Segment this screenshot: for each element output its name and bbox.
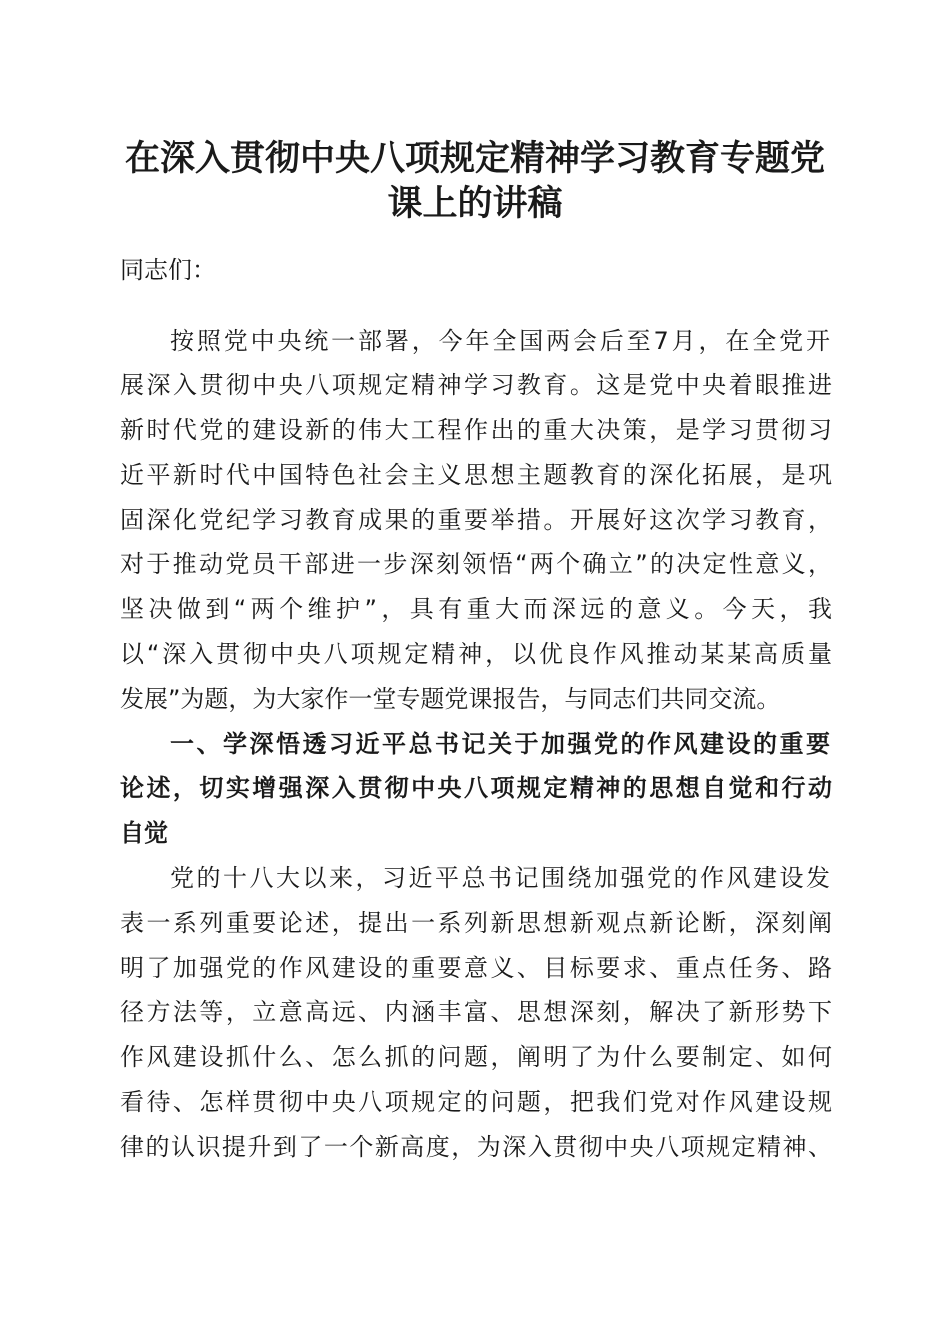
paragraph-1-line: 坚决做到“两个维护”，具有重大而深远的意义。今天，我 — [120, 595, 832, 623]
paragraph-2-line: 党的十八大以来，习近平总书记围绕加强党的作风建设发 — [170, 864, 830, 892]
paragraph-2-line: 表一系列重要论述，提出一系列新思想新观点新论断，深刻阐 — [120, 909, 832, 937]
section-heading-line: 自觉 — [120, 819, 168, 847]
paragraph-2-line: 作风建设抓什么、怎么抓的问题，阐明了为什么要制定、如何 — [120, 1043, 832, 1071]
paragraph-1-line: 以“深入贯彻中央八项规定精神，以优良作风推动某某高质量 — [120, 640, 832, 668]
section-heading-line: 一、学深悟透习近平总书记关于加强党的作风建设的重要 — [170, 730, 830, 758]
section-heading-line: 论述，切实增强深入贯彻中央八项规定精神的思想自觉和行动 — [120, 774, 832, 802]
paragraph-1-line: 对于推动党员干部进一步深刻领悟“两个确立”的决定性意义， — [120, 550, 832, 578]
paragraph-1-line: 展深入贯彻中央八项规定精神学习教育。这是党中央着眼推进 — [120, 371, 832, 399]
salutation: 同志们： — [120, 256, 216, 284]
paragraph-1-line: 新时代党的建设新的伟大工程作出的重大决策，是学习贯彻习 — [120, 416, 832, 444]
paragraph-2-line: 明了加强党的作风建设的重要意义、目标要求、重点任务、路 — [120, 954, 832, 982]
paragraph-1-line: 按照党中央统一部署，今年全国两会后至7月，在全党开 — [170, 327, 830, 355]
paragraph-1-line: 近平新时代中国特色社会主义思想主题教育的深化拓展，是巩 — [120, 461, 832, 489]
paragraph-1-line: 固深化党纪学习教育成果的重要举措。开展好这次学习教育， — [120, 506, 832, 534]
paragraph-2-line: 径方法等，立意高远、内涵丰富、思想深刻，解决了新形势下 — [120, 998, 832, 1026]
paragraph-1-line: 发展”为题，为大家作一堂专题党课报告，与同志们共同交流。 — [120, 685, 781, 713]
document-title-line-2: 课上的讲稿 — [387, 183, 563, 224]
paragraph-2-line: 律的认识提升到了一个新高度，为深入贯彻中央八项规定精神、 — [120, 1133, 832, 1161]
document-title-line-1: 在深入贯彻中央八项规定精神学习教育专题党 — [124, 138, 825, 179]
paragraph-2-line: 看待、怎样贯彻中央八项规定的问题，把我们党对作风建设规 — [120, 1088, 832, 1116]
